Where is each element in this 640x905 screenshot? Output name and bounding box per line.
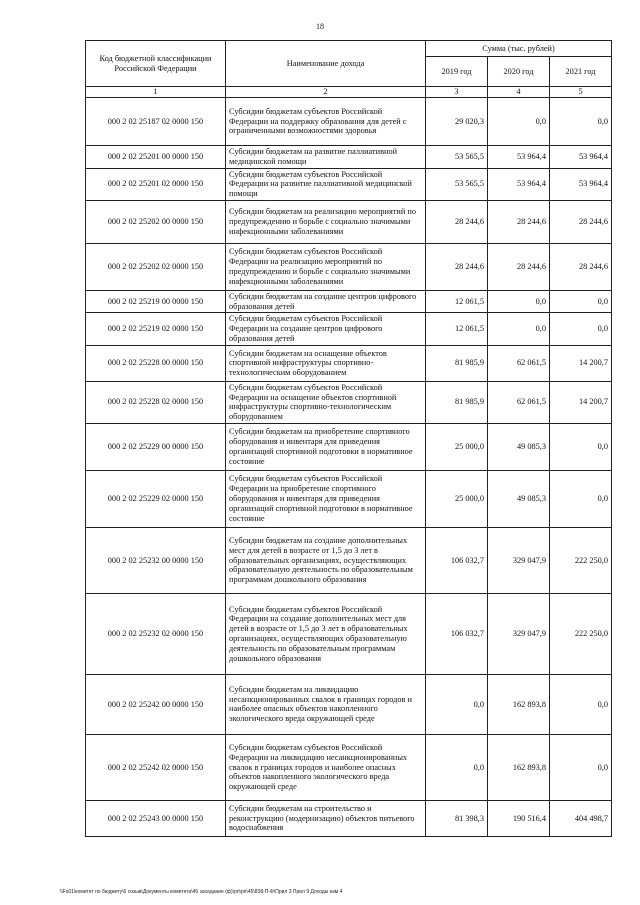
row-value-2019: 81 985,9 — [426, 381, 488, 423]
table-row — [86, 200, 612, 243]
row-value-2020: 0,0 — [488, 98, 550, 146]
table-row — [86, 674, 612, 734]
row-code: 000 2 02 25219 00 0000 150 — [86, 290, 226, 313]
column-number: 1 — [86, 87, 226, 98]
column-number: 3 — [426, 87, 488, 98]
table-row — [86, 593, 612, 674]
row-code: 000 2 02 25232 00 0000 150 — [86, 527, 226, 593]
table-row — [86, 243, 612, 290]
row-value-2021: 222 250,0 — [550, 593, 612, 674]
row-value-2019: 81 398,3 — [426, 800, 488, 836]
row-name: Субсидии бюджетам субъектов Российской Федерации на приобретение спортивного оборудования и инвентаря для приведения организаций спортивной подготовки в нормативное состояние — [226, 470, 426, 527]
header-year-2020: 2020 год — [488, 57, 550, 87]
row-value-2019: 28 244,6 — [426, 243, 488, 290]
row-value-2021: 14 200,7 — [550, 381, 612, 423]
row-code: 000 2 02 25242 02 0000 150 — [86, 734, 226, 800]
header-year-2019: 2019 год — [426, 57, 488, 87]
row-name: Субсидии бюджетам субъектов Российской Федерации на поддержку образования для детей с ограниченными возможностями здоровья — [226, 98, 426, 146]
row-name: Субсидии бюджетам субъектов Российской Федерации на создание центров цифрового образования детей — [226, 313, 426, 345]
table-row — [86, 470, 612, 527]
table-row — [86, 527, 612, 593]
row-value-2021: 0,0 — [550, 674, 612, 734]
row-value-2020: 329 047,9 — [488, 527, 550, 593]
table-row — [86, 734, 612, 800]
row-value-2019: 106 032,7 — [426, 593, 488, 674]
row-value-2021: 28 244,6 — [550, 200, 612, 243]
row-value-2020: 28 244,6 — [488, 200, 550, 243]
row-value-2020: 162 893,8 — [488, 674, 550, 734]
table-row — [86, 345, 612, 381]
row-value-2021: 14 200,7 — [550, 345, 612, 381]
row-name: Субсидии бюджетам на развитие паллиативной медицинской помощи — [226, 146, 426, 169]
row-value-2020: 28 244,6 — [488, 243, 550, 290]
table-row — [86, 423, 612, 470]
row-value-2020: 162 893,8 — [488, 734, 550, 800]
table-row — [86, 98, 612, 146]
column-number-row — [86, 87, 612, 98]
row-value-2019: 12 061,5 — [426, 290, 488, 313]
row-name: Субсидии бюджетам на ликвидацию несанкционированных свалок в границах городов и наиболее опасных объектов накопленного экологического вреда окружающей среде — [226, 674, 426, 734]
row-value-2021: 0,0 — [550, 313, 612, 345]
row-name: Субсидии бюджетам на создание центров цифрового образования детей — [226, 290, 426, 313]
row-value-2019: 0,0 — [426, 734, 488, 800]
row-code: 000 2 02 25228 02 0000 150 — [86, 381, 226, 423]
row-code: 000 2 02 25201 02 0000 150 — [86, 168, 226, 200]
header-year-2021: 2021 год — [550, 57, 612, 87]
row-code: 000 2 02 25229 00 0000 150 — [86, 423, 226, 470]
row-value-2021: 0,0 — [550, 98, 612, 146]
row-value-2020: 62 061,5 — [488, 345, 550, 381]
header-code: Код бюджетной классификации Российской Федерации — [86, 41, 226, 87]
row-value-2019: 53 565,5 — [426, 146, 488, 169]
row-code: 000 2 02 25232 02 0000 150 — [86, 593, 226, 674]
table-row — [86, 168, 612, 200]
row-code: 000 2 02 25187 02 0000 150 — [86, 98, 226, 146]
table-row — [86, 381, 612, 423]
row-value-2021: 53 964,4 — [550, 146, 612, 169]
row-value-2021: 28 244,6 — [550, 243, 612, 290]
revenue-table — [85, 40, 612, 837]
row-name: Субсидии бюджетам на создание дополнительных мест для детей в возрасте от 1,5 до 3 лет в образовательных организациях, осуществляющих образовательную деятельность по образовательным программам дошкольного образования — [226, 527, 426, 593]
row-code: 000 2 02 25201 00 0000 150 — [86, 146, 226, 169]
row-name: Субсидии бюджетам субъектов Российской Федерации на оснащение объектов спортивной инфраструктуры спортивно-технологическим оборудованием — [226, 381, 426, 423]
row-value-2019: 53 565,5 — [426, 168, 488, 200]
row-value-2019: 28 244,6 — [426, 200, 488, 243]
row-value-2019: 0,0 — [426, 674, 488, 734]
row-value-2020: 62 061,5 — [488, 381, 550, 423]
row-name: Субсидии бюджетам на оснащение объектов спортивной инфраструктуры спортивно-технологическим оборудованием — [226, 345, 426, 381]
row-value-2021: 53 964,4 — [550, 168, 612, 200]
table-row — [86, 290, 612, 313]
column-number: 2 — [226, 87, 426, 98]
row-code: 000 2 02 25229 02 0000 150 — [86, 470, 226, 527]
row-code: 000 2 02 25243 00 0000 150 — [86, 800, 226, 836]
row-name: Субсидии бюджетам на приобретение спортивного оборудования и инвентаря для приведения организаций спортивной подготовки в нормативное состояние — [226, 423, 426, 470]
row-value-2021: 0,0 — [550, 734, 612, 800]
column-number: 4 — [488, 87, 550, 98]
row-value-2020: 49 085,3 — [488, 423, 550, 470]
row-value-2020: 53 964,4 — [488, 146, 550, 169]
row-value-2019: 25 000,0 — [426, 470, 488, 527]
footer-file-path: \\Fs01\комитет по бюджету\6 созыв\Документы комитета\45 заседание (ф)\рп\рп\45\838-П-Ф\Прил 3 Прил 9 Доходы изм 4 — [60, 889, 343, 895]
row-value-2021: 404 498,7 — [550, 800, 612, 836]
row-name: Субсидии бюджетам субъектов Российской Федерации на ликвидацию несанкционированных свалок в границах городов и наиболее опасных объектов накопленного экологического вреда окружающей среде — [226, 734, 426, 800]
row-code: 000 2 02 25202 02 0000 150 — [86, 243, 226, 290]
row-code: 000 2 02 25202 00 0000 150 — [86, 200, 226, 243]
row-value-2021: 0,0 — [550, 290, 612, 313]
row-value-2020: 0,0 — [488, 290, 550, 313]
row-code: 000 2 02 25228 00 0000 150 — [86, 345, 226, 381]
header-sum: Сумма (тыс. рублей) — [426, 41, 612, 57]
row-value-2019: 29 020,3 — [426, 98, 488, 146]
row-code: 000 2 02 25242 00 0000 150 — [86, 674, 226, 734]
row-name: Субсидии бюджетам на реализацию мероприятий по предупреждению и борьбе с социально значимыми инфекционными заболеваниями — [226, 200, 426, 243]
table-row — [86, 146, 612, 169]
row-name: Субсидии бюджетам субъектов Российской Федерации на создание дополнительных мест для детей в возрасте от 1,5 до 3 лет в образовательных организациях, осуществляющих образовательную деятельность по образовательным программам дошкольного образования — [226, 593, 426, 674]
column-number: 5 — [550, 87, 612, 98]
row-value-2020: 0,0 — [488, 313, 550, 345]
table-row — [86, 800, 612, 836]
table-row — [86, 313, 612, 345]
row-value-2021: 0,0 — [550, 470, 612, 527]
row-value-2019: 81 985,9 — [426, 345, 488, 381]
row-code: 000 2 02 25219 02 0000 150 — [86, 313, 226, 345]
header-name: Наименование дохода — [226, 41, 426, 87]
row-name: Субсидии бюджетам субъектов Российской Федерации на развитие паллиативной медицинской помощи — [226, 168, 426, 200]
row-value-2021: 0,0 — [550, 423, 612, 470]
page-number: 18 — [316, 22, 324, 31]
row-value-2020: 190 516,4 — [488, 800, 550, 836]
row-value-2021: 222 250,0 — [550, 527, 612, 593]
row-value-2019: 106 032,7 — [426, 527, 488, 593]
row-value-2019: 12 061,5 — [426, 313, 488, 345]
row-value-2020: 49 085,3 — [488, 470, 550, 527]
row-value-2020: 53 964,4 — [488, 168, 550, 200]
row-name: Субсидии бюджетам субъектов Российской Федерации на реализацию мероприятий по предупреждению и борьбе с социально значимыми инфекционными заболеваниями — [226, 243, 426, 290]
row-value-2019: 25 000,0 — [426, 423, 488, 470]
row-name: Субсидии бюджетам на строительство и реконструкцию (модернизацию) объектов питьевого водоснабжения — [226, 800, 426, 836]
row-value-2020: 329 047,9 — [488, 593, 550, 674]
